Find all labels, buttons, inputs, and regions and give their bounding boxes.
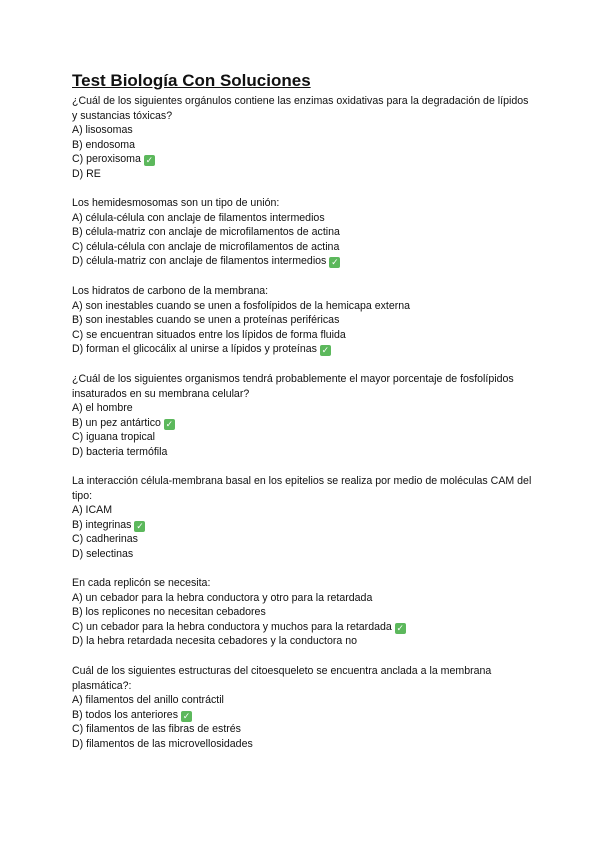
answer-option	[72, 430, 532, 445]
question-text: Los hidratos de carbono de la membrana:	[72, 285, 269, 297]
answer-option	[72, 634, 532, 649]
answer-option	[72, 123, 532, 138]
answer-option-label: B) todos los anteriores	[72, 708, 178, 721]
answer-option	[72, 547, 532, 562]
answer-option-label: C) un cebador para la hebra conductora y muchos para la retardada	[72, 620, 392, 633]
answer-option-label: D) célula-matriz con anclaje de filamentos intermedios	[72, 255, 327, 268]
answer-option	[72, 532, 532, 547]
answer-option-label: B) un pez antártico	[72, 416, 161, 429]
correct-check-icon: ✓	[136, 520, 144, 531]
answer-option	[72, 401, 532, 416]
answer-option	[72, 518, 532, 533]
answer-option	[72, 693, 532, 708]
answer-option-label: C) célula-célula con anclaje de microfilamentos de actina	[72, 240, 340, 253]
answer-option	[72, 313, 532, 328]
answer-option	[72, 299, 532, 314]
answer-option	[72, 503, 532, 518]
page-title: Test Biología Con Soluciones	[72, 71, 311, 90]
answer-option-label: B) integrinas	[72, 518, 132, 531]
answer-option-label: C) cadherinas	[72, 533, 138, 546]
answer-option-label: B) célula-matriz con anclaje de microfilamentos de actina	[72, 226, 340, 239]
answer-option-label: B) endosoma	[72, 138, 136, 151]
answer-option	[72, 620, 532, 635]
answer-option	[72, 591, 532, 606]
answer-options	[72, 693, 532, 751]
answer-option-label: A) lisosomas	[72, 124, 133, 137]
answer-option-label: B) los replicones no necesitan cebadores	[72, 606, 266, 619]
answer-options	[72, 211, 532, 269]
answer-option-label: A) son inestables cuando se unen a fosfolípidos de la hemicapa externa	[72, 299, 411, 312]
answer-option-label: C) filamentos de las fibras de estrés	[72, 723, 241, 736]
answer-option	[72, 167, 532, 182]
question-block	[72, 284, 532, 357]
answer-options	[72, 591, 532, 649]
answer-option-label: A) célula-célula con anclaje de filamentos intermedios	[72, 211, 325, 224]
correct-check-icon: ✓	[145, 155, 154, 166]
answer-option-label: D) la hebra retardada necesita cebadores y la conductora no	[72, 635, 358, 648]
answer-option	[72, 138, 532, 153]
answer-option	[72, 605, 532, 620]
answer-option	[72, 722, 532, 737]
answer-option	[72, 254, 532, 269]
answer-option-label: C) peroxisoma	[72, 153, 141, 166]
question-text: Cuál de los siguientes estructuras del citoesqueleto se encuentra anclada a la membrana plasmática?:	[72, 665, 492, 692]
answer-options	[72, 299, 532, 357]
question-text: La interacción célula-membrana basal en los epitelios se realiza por medio de moléculas CAM del tipo:	[72, 475, 532, 502]
question-text: Los hemidesmosomas son un tipo de unión:	[72, 197, 280, 209]
question-block	[72, 94, 532, 182]
answer-option	[72, 211, 532, 226]
correct-check-icon: ✓	[321, 345, 330, 356]
question-text: En cada replicón se necesita:	[72, 577, 211, 589]
answer-option-label: D) RE	[72, 167, 101, 180]
answer-option	[72, 240, 532, 255]
answer-option-label: A) ICAM	[72, 504, 113, 517]
question-text: ¿Cuál de los siguientes organismos tendrá probablemente el mayor porcentaje de fosfolípidos insaturados en su membrana celular?	[72, 373, 514, 400]
question-text: ¿Cuál de los siguientes orgánulos contiene las enzimas oxidativas para la degradación de lípidos y sustancias tóxicas?	[72, 95, 529, 122]
answer-option-label: C) iguana tropical	[72, 431, 156, 444]
answer-option	[72, 225, 532, 240]
question-block	[72, 576, 532, 649]
answer-option	[72, 416, 532, 431]
answer-option-label: D) forman el glicocálix al unirse a lípidos y proteínas	[72, 343, 317, 356]
answer-option	[72, 328, 532, 343]
answer-option-label: D) selectinas	[72, 547, 134, 560]
answer-option-label: C) se encuentran situados entre los lípidos de forma fluida	[72, 328, 346, 341]
answer-option	[72, 445, 532, 460]
question-block	[72, 372, 532, 460]
question-block	[72, 196, 532, 269]
answer-option-label: A) un cebador para la hebra conductora y otro para la retardada	[72, 591, 373, 604]
answer-option	[72, 342, 532, 357]
correct-check-icon: ✓	[396, 622, 405, 633]
answer-option-label: D) filamentos de las microvellosidades	[72, 737, 253, 750]
answer-option-label: D) bacteria termófila	[72, 445, 168, 458]
answer-option	[72, 737, 532, 752]
answer-option	[72, 152, 532, 167]
answer-option	[72, 708, 532, 723]
answer-options	[72, 503, 532, 561]
question-block	[72, 474, 532, 562]
correct-check-icon: ✓	[331, 257, 339, 268]
correct-check-icon: ✓	[182, 710, 191, 721]
question-block	[72, 664, 532, 752]
answer-options	[72, 401, 532, 459]
answer-option-label: A) filamentos del anillo contráctil	[72, 694, 224, 707]
answer-option-label: A) el hombre	[72, 402, 133, 415]
answer-option-label: B) son inestables cuando se unen a proteínas periféricas	[72, 314, 340, 327]
correct-check-icon: ✓	[165, 418, 174, 429]
answer-options	[72, 123, 532, 181]
